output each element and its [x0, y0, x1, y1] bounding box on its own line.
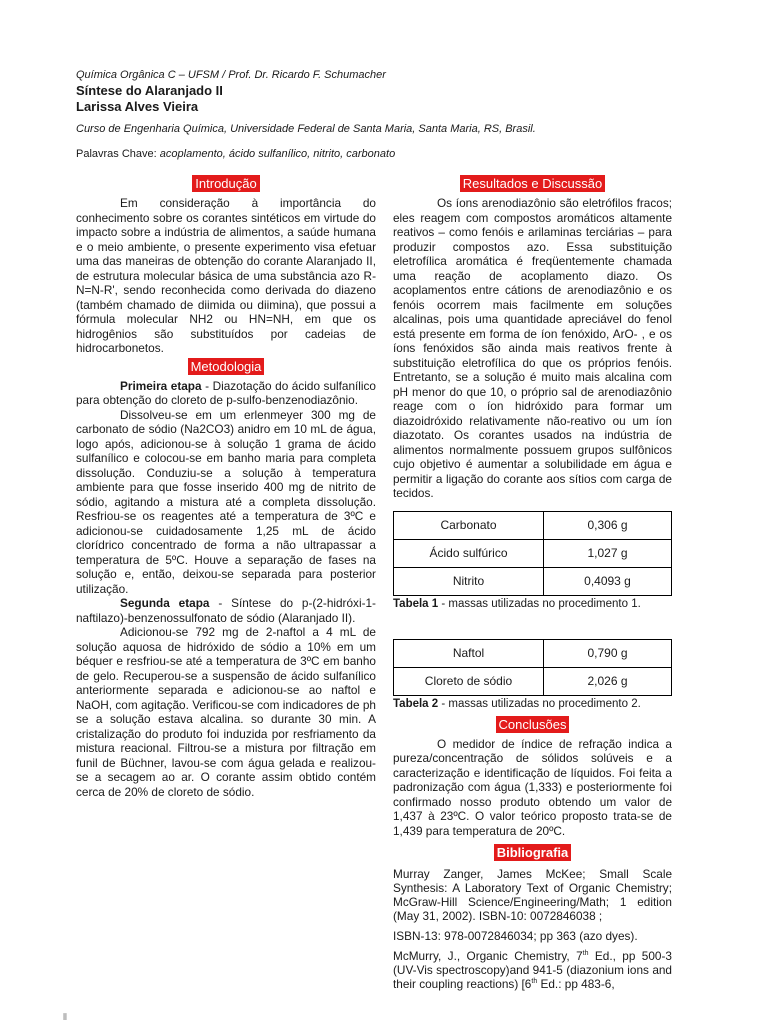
table-2-caption — [393, 697, 672, 711]
keywords-label: Palavras Chave: — [76, 148, 157, 160]
bib-entry: ISBN-13: 978-0072846034; pp 363 (azo dyes). — [393, 929, 638, 943]
bib-entry: Murray Zanger, James McKee; Small Scale Synthesis: A Laboratory Text of Organic Chemistry; McGraw-Hill Science/Engineering/Math; 1 edition (May 31, 2002). ISBN-10: 0072846038 ; — [393, 867, 672, 923]
table-cell-value: 2,026 g — [544, 667, 672, 695]
conclusions-paragraph: O medidor de índice de refração indica a pureza/concentração de sólidos solúveis e a caracterização e identificação de líquidos. Foi feita a padronização com água (1,333) e posteriormente foi confirmado nosso produto obtendo um valor de 1,437 à 23ºC. O valor teórico proposto trata-se de 1,439 para temperatura de 20ºC. — [393, 736, 672, 838]
table-cell-value: 1,027 g — [544, 539, 672, 567]
table-1-caption-text: - massas utilizadas no procedimento 1. — [438, 597, 641, 610]
paper-header — [76, 69, 696, 161]
table-cell-name: Nitrito — [394, 567, 544, 595]
step2-procedure: Adicionou-se 792 mg de 2-naftol a 4 mL de solução aquosa de hidróxido de sódio a 10% em um béquer e resfriou-se até a temperatura de 3ºC em banho de gelo. Recuperou-se a suspensão de ácido sulfanílico anteriormente separada e adicionou-se ao naftol e NaOH, com agitação. Verificou-se com indicadores de ph se a solução estava alcalina. so durante 30 min. A cristalização do produto foi induzida por resfriamento da mistura reacional. Filtrou-se a mistura por filtração em funil de Büchner, lavou-se com água gelada e realizou-se a secagem ao ar. O corante assim obtido contém cerca de 20% de cloreto de sódio. — [76, 625, 376, 799]
bib-entry-part: McMurry, J., Organic Chemistry, 7 — [393, 949, 583, 963]
table-cell-value: 0,790 g — [544, 639, 672, 667]
step2-text: - Síntese do p-(2-hidróxi-1-naftilazo)-benzenossulfonato de sódio (Alaranjado II). — [76, 596, 376, 625]
keywords-list: acoplamento, ácido sulfanílico, nitrito, carbonato — [159, 148, 396, 160]
table-row — [394, 539, 672, 567]
table-cell-value: 0,4093 g — [544, 567, 672, 595]
step1-procedure: Dissolveu-se em um erlenmeyer 300 mg de carbonato de sódio (Na2CO3) anidro em 10 mL de água, logo após, adicionou-se à solução 1 grama de ácido sulfanílico e colocou-se em banho maria para completa dissolução. Conduziu-se a solução à temperatura ambiente para que fosse inserido 400 mg de nitrito de sódio, agitando a mistura até a completa dissolução. Resfriou-se os reagentes até a temperatura de 3ºC e adicionou-se cuidadosamente 1,25 mL de ácido clorídrico concentrado de forma a não ultrapassar a temperatura de 5ºC. Houve a separação de fases na solução e, então, deixou-se separada para posterior utilização. — [76, 407, 376, 596]
intro-paragraph: Em consideração à importância do conhecimento sobre os corantes sintéticos em virtude do impacto sobre a indústria de alimentos, a saúde humana e o meio ambiente, o presente experimento visa efetuar uma das maneiras de obtenção do corante Alaranjado II, de estrutura molecular básica de uma substância azo R-N=N-R', sendo reconhecida como derivada do diazeno (também chamado de diimida ou diimina), que possui a fórmula molecular NH2 ou HN=NH, em que os hidrogênios são substituídos por cadeias de hidrocarbonetos. — [76, 196, 376, 355]
table-cell-name: Cloreto de sódio — [394, 667, 544, 695]
paper-title: Síntese do Alaranjado II — [76, 83, 223, 98]
step2-paragraph — [76, 596, 376, 625]
bib-entry-part: Ed., pp 500-3 (UV-Vis spectroscopy)and 941-5 (diazonium ions and their coupling reactions) [6 — [393, 949, 672, 991]
section-heading-method: Metodologia — [188, 358, 265, 375]
table-cell-name: Carbonato — [394, 511, 544, 539]
step1-text: - Diazotação do ácido sulfanílico para obtenção do cloreto de p-sulfo-benzenodiazônio. — [76, 378, 376, 407]
bib-entry-superscript: th — [582, 950, 589, 958]
table-1 — [393, 511, 672, 596]
table-row — [394, 639, 672, 667]
table-cell-name: Ácido sulfúrico — [394, 539, 544, 567]
step1-paragraph — [76, 379, 376, 408]
section-heading-bibliography: Bibliografia — [494, 844, 572, 861]
right-column — [393, 173, 672, 997]
step2-lead: Segunda etapa — [120, 596, 210, 610]
table-1-caption — [393, 597, 672, 611]
step1-lead: Primeira etapa — [120, 378, 202, 393]
table-2-caption-label: Tabela 2 — [393, 697, 439, 710]
bib-entry — [393, 949, 672, 991]
table-cell-name: Naftol — [394, 639, 544, 667]
section-heading-conclusions: Conclusões — [496, 716, 570, 733]
bib-entry-part: Ed.: pp 483-6, — [537, 977, 615, 991]
table-row — [394, 567, 672, 595]
table-row — [394, 511, 672, 539]
section-heading-results: Resultados e Discussão — [460, 175, 605, 192]
author-name: Larissa Alves Vieira — [76, 99, 199, 114]
table-row — [394, 667, 672, 695]
section-heading-intro: Introdução — [192, 175, 259, 192]
left-column — [76, 173, 376, 799]
bib-entry-superscript: th — [531, 978, 538, 986]
course-line: Química Orgânica C – UFSM / Prof. Dr. Ricardo F. Schumacher — [76, 69, 386, 81]
table-2 — [393, 639, 672, 696]
keywords-line — [76, 148, 696, 161]
table-2-caption-text: - massas utilizadas no procedimento 2. — [438, 697, 641, 710]
table-1-caption-label: Tabela 1 — [393, 597, 439, 610]
affiliation: Curso de Engenharia Química, Universidade Federal de Santa Maria, Santa Maria, RS, Brasil. — [76, 123, 536, 135]
results-paragraph: Os íons arenodiazônio são eletrófilos fracos; eles reagem com compostos aromáticos altamente reativos – como fenóis e arilaminas terciárias – para produzir compostos azo. Essa substituição eletrofílica aromática é freqüentemente chamada uma reação de acoplamento diazo. Os acoplamentos entre cátions de arenodiazônio e os fenóis ocorrem mais facilmente em soluções alcalinas, pois uma quantidade apreciável do fenol está presente em forma de íon fenóxido, ArO- , e os íons fenóxidos são ainda mais reativos frente à substituição eletrofílica do que os próprios fenóis. Entretanto, se a solução é muito mais alcalina com pH menor do que 10, o próprio sal de arenodiazônio reage com o íon hidróxido para formar um diazoidróxido relativamente não-reativo ou um íon diazotato. Os corantes usados na indústria de alimentos normalmente possuem grupos sulfônicos cujo objetivo é aumentar a solubilidade em água e permitir a ligação do corante aos sítios com carga de tecidos. — [393, 196, 672, 500]
page-mark-icon: ⦀ — [63, 1012, 67, 1022]
table-cell-value: 0,306 g — [544, 511, 672, 539]
bibliography-list — [393, 867, 672, 991]
